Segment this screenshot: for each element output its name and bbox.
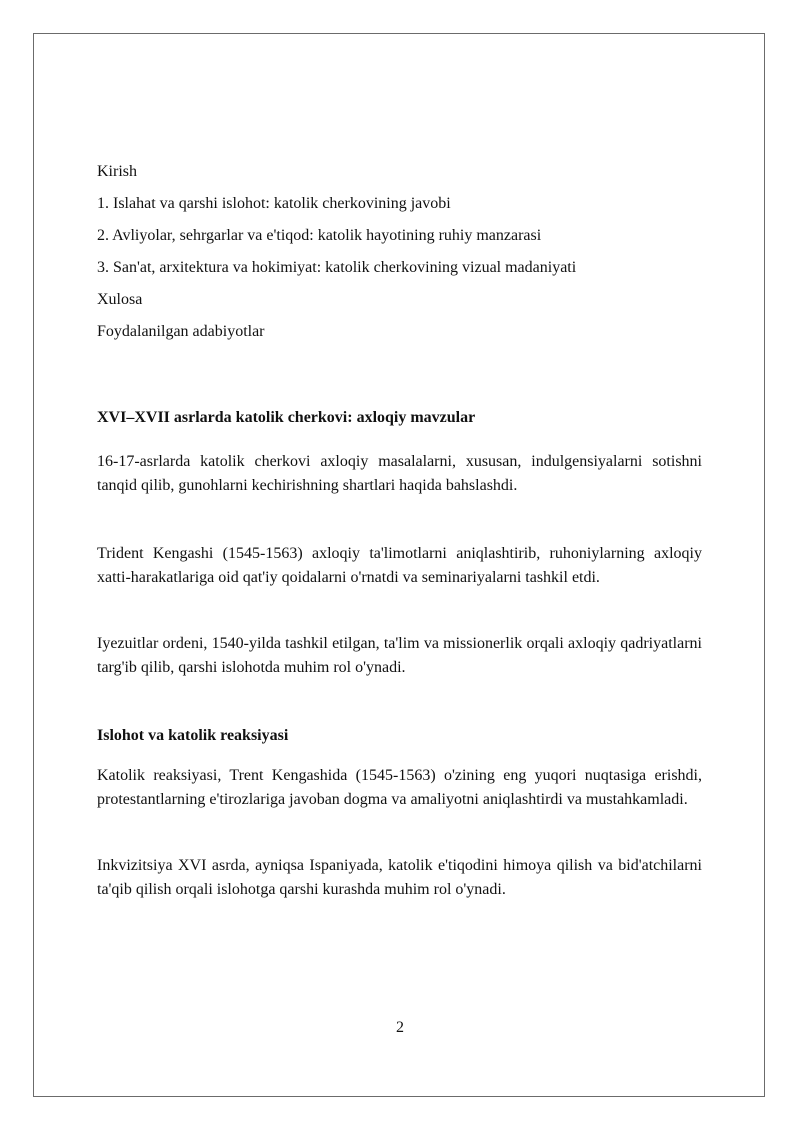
paragraph: Trident Kengashi (1545-1563) axloqiy ta'limotlarni aniqlashtirib, ruhoniylarning axloqiy xatti-harakatlariga oid qat'iy qoidalarni o'rnatdi va seminariyalarni tashkil etdi. bbox=[97, 545, 702, 586]
section-heading: XVI–XVII asrlarda katolik cherkovi: axloqiy mavzular bbox=[97, 409, 476, 426]
table-of-contents bbox=[97, 160, 702, 352]
paragraph: Inkvizitsiya XVI asrda, ayniqsa Ispaniyada, katolik e'tiqodini himoya qilish va bid'atchilarni ta'qib qilish orqali islohotga qarshi kurashda muhim rol o'ynadi. bbox=[97, 857, 702, 898]
paragraph: Katolik reaksiyasi, Trent Kengashida (1545-1563) o'zining eng yuqori nuqtasiga erishdi, protestantlarning e'tirozlariga javoban dogma va amaliyotni aniqlashtirdi va mustahkamladi. bbox=[97, 767, 702, 808]
document-body bbox=[97, 160, 702, 902]
section-heading: Islohot va katolik reaksiyasi bbox=[97, 727, 289, 744]
toc-item-conclusion: Xulosa bbox=[97, 291, 143, 308]
toc-item-introduction: Kirish bbox=[97, 163, 137, 180]
paragraph: Iyezuitlar ordeni, 1540-yilda tashkil etilgan, ta'lim va missionerlik orqali axloqiy qadriyatlarni targ'ib qilib, qarshi islohotda muhim rol o'ynadi. bbox=[97, 635, 702, 676]
page-number: 2 bbox=[396, 1019, 404, 1036]
paragraph: 16-17-asrlarda katolik cherkovi axloqiy masalalarni, xususan, indulgensiyalarni sotishni tanqid qilib, gunohlarni kechirishning shartlari haqida bahslashdi. bbox=[97, 453, 702, 494]
toc-item-chapter-2: 2. Avliyolar, sehrgarlar va e'tiqod: katolik hayotining ruhiy manzarasi bbox=[97, 227, 542, 244]
toc-item-chapter-1: 1. Islahat va qarshi islohot: katolik cherkovining javobi bbox=[97, 195, 451, 212]
toc-item-references: Foydalanilgan adabiyotlar bbox=[97, 323, 265, 340]
toc-item-chapter-3: 3. San'at, arxitektura va hokimiyat: katolik cherkovining vizual madaniyati bbox=[97, 259, 577, 276]
